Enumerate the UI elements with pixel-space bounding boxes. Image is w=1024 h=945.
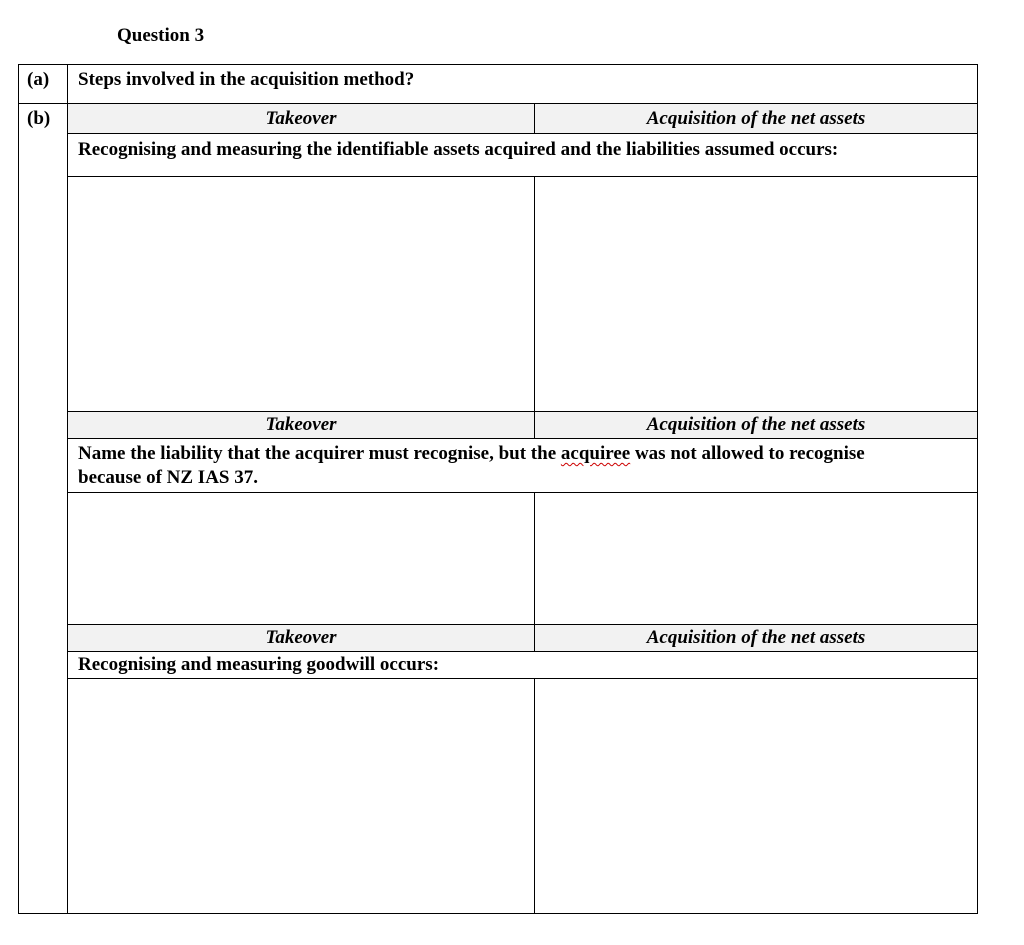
row-a-divider: [18, 103, 978, 104]
section2-question-part1: Name the liability that the acquirer must recognise, but the: [78, 443, 561, 464]
answer-box-takeover-3[interactable]: [68, 679, 534, 913]
header-acquisition-3: Acquisition of the net assets: [646, 627, 866, 648]
answer-box-takeover-2[interactable]: [68, 493, 534, 624]
table-border-top: [18, 64, 978, 65]
table-border-right: [977, 64, 978, 914]
section2-question-line2: because of NZ IAS 37.: [78, 467, 258, 488]
table-border-left: [18, 64, 19, 914]
section2-header-bottom: [68, 438, 978, 439]
header-takeover-3: Takeover: [265, 627, 337, 648]
answer-box-acquisition-3[interactable]: [535, 679, 977, 913]
row-label-b: (b): [27, 108, 51, 129]
answer-box-takeover-1[interactable]: [68, 177, 534, 411]
section2-header-top: [68, 411, 978, 412]
answer-box-acquisition-1[interactable]: [535, 177, 977, 411]
question-a-text: Steps involved in the acquisition method?: [78, 69, 415, 90]
table-border-bottom: [18, 913, 978, 914]
section1-question: Recognising and measuring the identifiable assets acquired and the liabilities assumed occurs:: [78, 139, 839, 160]
header-takeover-2: Takeover: [265, 414, 337, 435]
page-title: Question 3: [117, 25, 205, 46]
section1-header-bottom: [68, 133, 978, 134]
row-label-a: (a): [27, 69, 50, 90]
spellcheck-flagged-word: acquiree: [560, 443, 631, 464]
section2-question-line1: [78, 443, 865, 465]
section3-header-top: [68, 624, 978, 625]
section3-header-bottom: [68, 651, 978, 652]
header-takeover-1: Takeover: [265, 108, 337, 129]
section2-question-part2: was not allowed to recognise: [630, 443, 865, 464]
header-acquisition-2: Acquisition of the net assets: [646, 414, 866, 435]
answer-box-acquisition-2[interactable]: [535, 493, 977, 624]
section3-question: Recognising and measuring goodwill occurs:: [78, 654, 440, 675]
header-acquisition-1: Acquisition of the net assets: [646, 108, 866, 129]
